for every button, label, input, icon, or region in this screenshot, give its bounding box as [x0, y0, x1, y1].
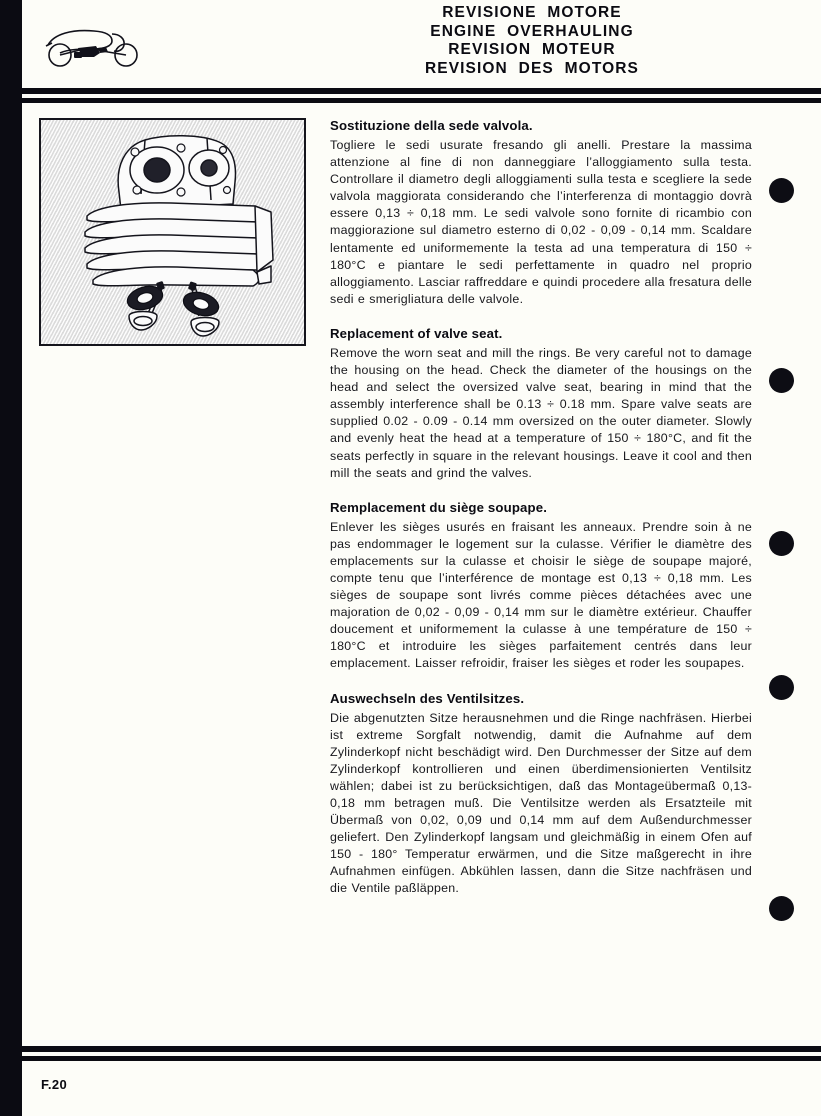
title-line-it: REVISIONE MOTORE [442, 4, 622, 21]
margin-dot-5 [769, 896, 794, 921]
section-body-english: Remove the worn seat and mill the rings. Be very careful not to damage the housing on the head. Check the diameter of the housings on the head and select the oversized valve seat, bearing in mind that the assembly interference shall be 0.13 ÷ 0.18 mm. Spare valve seats are supplied 0.02 - 0.09 - 0.14 mm oversized on the outer diameter. Slowly and evenly heat the head at a temperature of 150 ÷ 180°C, and fit the seats perfectly in square in the relevant housings. Leave it cool and then mill the seats and grind the valves. [330, 345, 752, 480]
motorcycle-icon [38, 22, 150, 68]
margin-dot-4 [769, 675, 794, 700]
section-heading-english: Replacement of valve seat. [330, 325, 503, 341]
margin-dot-1 [769, 178, 794, 203]
footer-bar-lower [22, 1056, 821, 1061]
section-body-french: Enlever les sièges usurés en fraisant les anneaux. Prendre soin à ne pas endommager le logement sur la culasse. Vérifier le diamètre des emplacements sur la culasse et choisir le siège de soupape majoré, compte tenu que l’interférence de montage est 0,13 ÷ 0,18 mm. Les sièges de soupape sont livrés comme pièces détachées avec une majoration de 0,02 - 0,09 - 0,14 mm sur le diamètre extérieur. Chauffer doucement et uniformement la culasse à une température de 150 ÷ 180°C et introduire les sièges parfaitement centrés dans leur emplacement. Laisser refroidir, fraiser les sièges et roder les soupapes. [330, 519, 752, 671]
header-divider [22, 88, 821, 103]
margin-dot-3 [769, 531, 794, 556]
page-header [22, 0, 821, 84]
section-body-german: Die abgenutzten Sitze herausnehmen und die Ringe nachfräsen. Hierbei ist extreme Sorgfalt notwendig, damit die Aufnahme auf dem Zylinderkopf nicht beschädigt wird. Den Durchmesser der Sitze auf dem Zylinderkopf kontrollieren und einen überdimensionierten Ventilsitz wählen; dabei ist zu berücksichtigen, daß das Montageübermaß 0,13-0,18 mm betragen muß. Die Ventilsitze werden als Ersatzteile mit Übermaß von 0,02, 0,09 und 0,14 mm auf dem Außendurchmesser geliefert. Den Zylinderkopf langsam und gleichmäßig in einem Ofen auf 150 - 180° Temperatur erwärmen, und die Sitze maßgerecht in ihre Aufnahmen einfügen. Abkühlen lassen, dann die Sitze nachfräsen und die Ventile paßläppen. [330, 710, 752, 896]
section-heading-italian: Sostituzione della sede valvola. [330, 118, 533, 133]
left-spine-bar [0, 0, 22, 1116]
title-line-fr: REVISION MOTEUR [448, 41, 616, 59]
title-line-de: REVISION DES MOTORS [424, 59, 639, 77]
divider-bar-lower [22, 98, 821, 103]
cylinder-head-with-valves-illustration [39, 118, 306, 346]
section-german [330, 691, 752, 898]
text-column [330, 118, 752, 916]
section-heading-french: Remplacement du siège soupape. [330, 499, 548, 515]
footer-divider [22, 1046, 821, 1061]
section-body-italian: Togliere le sedi usurate fresando gli anelli. Prestare la massima attenzione al fine di non danneggiare l’alloggiamento sulla testa. Controllare il diametro degli alloggiamenti sulla testa e scegliere la sede valvola maggiorata considerando che l’interferenza di montaggio dovrà essere 0,13 ÷ 0,18 mm. Le sedi valvole sono fornite di ricambio con maggiorazione sul diametro esterno di 0,02 - 0,09 - 0,14 mm. Scaldare lentamente ed uniformemente la testa ad una temperatura di 150 ÷ 180°C e piantare le sedi perfettamente in quadro nel proprio alloggiamento. Lasciar raffreddare e quindi procedere alla fresatura delle sedi e smerigliatura delle valvole. [330, 138, 752, 306]
header-titles [322, 4, 742, 78]
margin-dot-2 [769, 368, 794, 393]
section-french [330, 500, 752, 673]
section-heading-german: Auswechseln des Ventilsitzes. [330, 690, 525, 706]
section-italian [330, 118, 752, 308]
title-line-en: ENGINE OVERHAULING [430, 22, 634, 40]
page-number: F.20 [41, 1077, 68, 1092]
section-english [330, 326, 752, 482]
